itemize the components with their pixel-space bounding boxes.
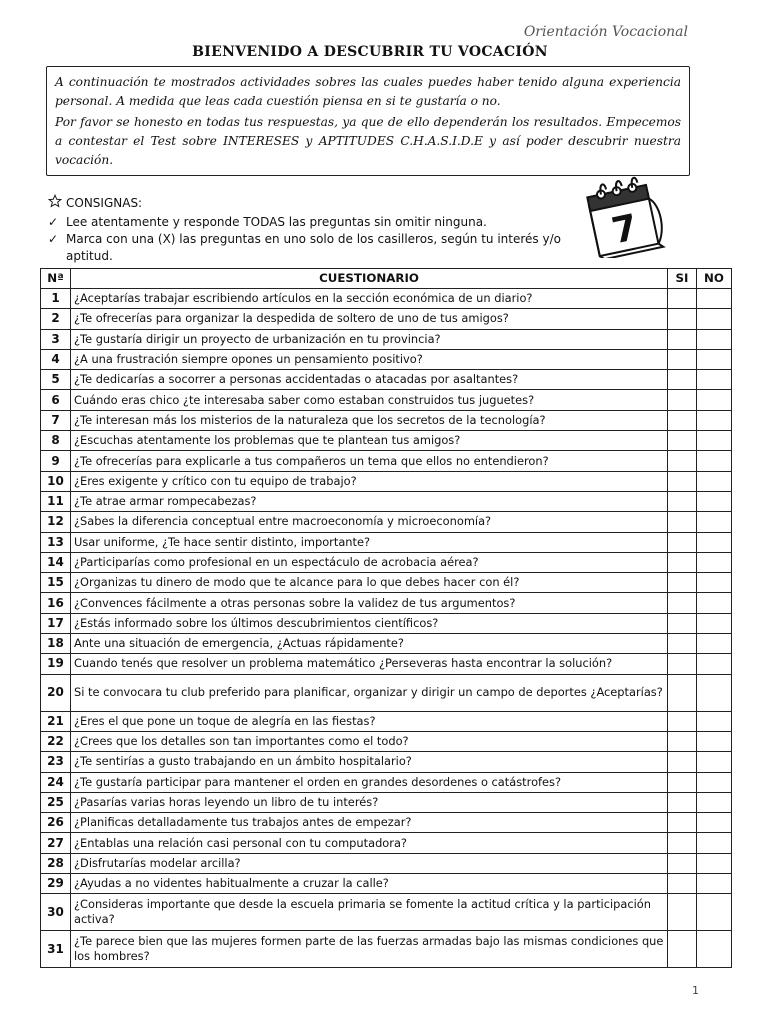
table-row	[41, 309, 732, 329]
answer-si-cell[interactable]	[668, 792, 697, 812]
table-row	[41, 471, 732, 491]
question-text: ¿Ayudas a no videntes habitualmente a cruzar la calle?	[71, 874, 668, 894]
answer-no-cell[interactable]	[697, 370, 732, 390]
answer-no-cell[interactable]	[697, 674, 732, 711]
table-row	[41, 731, 732, 751]
question-number: 7	[41, 410, 71, 430]
checkmark-icon: ✓	[48, 215, 59, 229]
question-text: ¿Aceptarías trabajar escribiendo artículos en la sección económica de un diario?	[71, 289, 668, 309]
question-number: 23	[41, 752, 71, 772]
answer-no-cell[interactable]	[697, 634, 732, 654]
question-number: 31	[41, 931, 71, 968]
question-number: 30	[41, 894, 71, 931]
answer-no-cell[interactable]	[697, 731, 732, 751]
questionnaire-body	[41, 289, 732, 968]
question-text: ¿Disfrutarías modelar arcilla?	[71, 853, 668, 873]
answer-si-cell[interactable]	[668, 931, 697, 968]
answer-no-cell[interactable]	[697, 349, 732, 369]
question-text: ¿Consideras importante que desde la escuela primaria se fomente la actitud crítica y la participación activa?	[71, 894, 668, 931]
table-row	[41, 289, 732, 309]
question-text: ¿Te ofrecerías para explicarle a tus compañeros un tema que ellos no entendieron?	[71, 451, 668, 471]
answer-no-cell[interactable]	[697, 289, 732, 309]
answer-si-cell[interactable]	[668, 752, 697, 772]
answer-si-cell[interactable]	[668, 573, 697, 593]
question-text: ¿Te dedicarías a socorrer a personas accidentadas o atacadas por asaltantes?	[71, 370, 668, 390]
answer-si-cell[interactable]	[668, 471, 697, 491]
question-number: 1	[41, 289, 71, 309]
question-text: Ante una situación de emergencia, ¿Actuas rápidamente?	[71, 634, 668, 654]
answer-si-cell[interactable]	[668, 451, 697, 471]
question-text: ¿Escuchas atentamente los problemas que te plantean tus amigos?	[71, 431, 668, 451]
table-row	[41, 874, 732, 894]
answer-no-cell[interactable]	[697, 792, 732, 812]
table-row	[41, 329, 732, 349]
answer-no-cell[interactable]	[697, 833, 732, 853]
answer-si-cell[interactable]	[668, 329, 697, 349]
question-text: ¿Te parece bien que las mujeres formen parte de las fuerzas armadas bajo las mismas condiciones que los hombres?	[71, 931, 668, 968]
answer-no-cell[interactable]	[697, 471, 732, 491]
answer-si-cell[interactable]	[668, 532, 697, 552]
question-number: 19	[41, 654, 71, 674]
intro-paragraph-1: A continuación te mostrados actividades sobres las cuales puedes haber tenido alguna experiencia personal. A medida que leas cada cuestión piensa en si te gustaría o no.	[55, 75, 681, 108]
question-text: ¿Crees que los detalles son tan importantes como el todo?	[71, 731, 668, 751]
answer-no-cell[interactable]	[697, 390, 732, 410]
answer-si-cell[interactable]	[668, 853, 697, 873]
question-number: 27	[41, 833, 71, 853]
question-number: 5	[41, 370, 71, 390]
table-row	[41, 390, 732, 410]
answer-si-cell[interactable]	[668, 711, 697, 731]
question-number: 17	[41, 613, 71, 633]
question-text: ¿Te sentirías a gusto trabajando en un ámbito hospitalario?	[71, 752, 668, 772]
table-row	[41, 752, 732, 772]
answer-no-cell[interactable]	[697, 309, 732, 329]
question-number: 20	[41, 674, 71, 711]
answer-si-cell[interactable]	[668, 289, 697, 309]
answer-si-cell[interactable]	[668, 894, 697, 931]
answer-si-cell[interactable]	[668, 349, 697, 369]
answer-no-cell[interactable]	[697, 451, 732, 471]
question-text: ¿Sabes la diferencia conceptual entre macroeconomía y microeconomía?	[71, 512, 668, 532]
answer-no-cell[interactable]	[697, 874, 732, 894]
answer-no-cell[interactable]	[697, 853, 732, 873]
instruction-item	[48, 231, 588, 265]
table-row	[41, 674, 732, 711]
table-row	[41, 894, 732, 931]
question-text: ¿Entablas una relación casi personal con tu computadora?	[71, 833, 668, 853]
questionnaire-table	[40, 268, 732, 968]
answer-si-cell[interactable]	[668, 512, 697, 532]
answer-si-cell[interactable]	[668, 491, 697, 511]
answer-si-cell[interactable]	[668, 874, 697, 894]
answer-si-cell[interactable]	[668, 309, 697, 329]
answer-no-cell[interactable]	[697, 613, 732, 633]
column-header-si: SI	[668, 269, 697, 289]
question-number: 6	[41, 390, 71, 410]
table-row	[41, 451, 732, 471]
table-row	[41, 634, 732, 654]
answer-si-cell[interactable]	[668, 613, 697, 633]
answer-no-cell[interactable]	[697, 711, 732, 731]
table-row	[41, 349, 732, 369]
question-number: 16	[41, 593, 71, 613]
question-number: 11	[41, 491, 71, 511]
question-number: 10	[41, 471, 71, 491]
answer-si-cell[interactable]	[668, 674, 697, 711]
table-row	[41, 654, 732, 674]
question-text: ¿Pasarías varias horas leyendo un libro de tu interés?	[71, 792, 668, 812]
table-row	[41, 512, 732, 532]
question-text: ¿Te gustaría dirigir un proyecto de urbanización en tu provincia?	[71, 329, 668, 349]
question-number: 28	[41, 853, 71, 873]
answer-no-cell[interactable]	[697, 410, 732, 430]
star-icon	[48, 194, 62, 213]
table-row	[41, 792, 732, 812]
answer-no-cell[interactable]	[697, 573, 732, 593]
question-number: 3	[41, 329, 71, 349]
question-text: Si te convocara tu club preferido para planificar, organizar y dirigir un campo de deportes ¿Aceptarías?	[71, 674, 668, 711]
table-row	[41, 410, 732, 430]
answer-no-cell[interactable]	[697, 931, 732, 968]
answer-no-cell[interactable]	[697, 772, 732, 792]
question-number: 21	[41, 711, 71, 731]
question-number: 9	[41, 451, 71, 471]
table-row	[41, 573, 732, 593]
question-text: ¿Planificas detalladamente tus trabajos antes de empezar?	[71, 813, 668, 833]
answer-no-cell[interactable]	[697, 894, 732, 931]
question-text: ¿A una frustración siempre opones un pensamiento positivo?	[71, 349, 668, 369]
table-row	[41, 813, 732, 833]
answer-si-cell[interactable]	[668, 390, 697, 410]
question-number: 2	[41, 309, 71, 329]
question-text: ¿Convences fácilmente a otras personas sobre la validez de tus argumentos?	[71, 593, 668, 613]
answer-no-cell[interactable]	[697, 752, 732, 772]
table-row	[41, 431, 732, 451]
answer-si-cell[interactable]	[668, 772, 697, 792]
answer-no-cell[interactable]	[697, 593, 732, 613]
page-title: BIENVENIDO A DESCUBRIR TU VOCACIÓN	[192, 44, 548, 60]
column-header-questionnaire: CUESTIONARIO	[71, 269, 668, 289]
question-text: ¿Eres el que pone un toque de alegría en las fiestas?	[71, 711, 668, 731]
table-row	[41, 552, 732, 572]
question-number: 12	[41, 512, 71, 532]
intro-paragraph-2: Por favor se honesto en todas tus respuestas, ya que de ello dependerán los resultados. Empecemos a contestar el Test sobre INTERESES y APTITUDES C.H.A.S.I.D.E y así poder descubrir nuestra vocación.	[55, 115, 681, 167]
question-text: ¿Te gustaría participar para mantener el orden en grandes desordenes o catástrofes?	[71, 772, 668, 792]
intro-box	[46, 66, 690, 176]
answer-no-cell[interactable]	[697, 552, 732, 572]
header-title: Orientación Vocacional	[523, 24, 688, 40]
instruction-text: Marca con una (X) las preguntas en uno solo de los casilleros, según tu interés y/o aptitud.	[66, 232, 561, 263]
question-number: 13	[41, 532, 71, 552]
question-number: 15	[41, 573, 71, 593]
question-text: ¿Organizas tu dinero de modo que te alcance para lo que debes hacer con él?	[71, 573, 668, 593]
answer-si-cell[interactable]	[668, 410, 697, 430]
page-number: 1	[692, 984, 699, 997]
answer-si-cell[interactable]	[668, 552, 697, 572]
question-text: Cuando tenés que resolver un problema matemático ¿Perseveras hasta encontrar la solución?	[71, 654, 668, 674]
table-row	[41, 370, 732, 390]
question-number: 25	[41, 792, 71, 812]
question-number: 29	[41, 874, 71, 894]
answer-si-cell[interactable]	[668, 634, 697, 654]
column-header-number: Nª	[41, 269, 71, 289]
checkmark-icon: ✓	[48, 232, 59, 246]
table-row	[41, 931, 732, 968]
column-header-no: NO	[697, 269, 732, 289]
instruction-text: Lee atentamente y responde TODAS las preguntas sin omitir ninguna.	[66, 215, 487, 229]
answer-no-cell[interactable]	[697, 431, 732, 451]
answer-si-cell[interactable]	[668, 593, 697, 613]
answer-si-cell[interactable]	[668, 833, 697, 853]
question-number: 8	[41, 431, 71, 451]
question-text: Cuándo eras chico ¿te interesaba saber como estaban construidos tus juguetes?	[71, 390, 668, 410]
question-number: 26	[41, 813, 71, 833]
question-number: 22	[41, 731, 71, 751]
table-row	[41, 853, 732, 873]
question-text: Usar uniforme, ¿Te hace sentir distinto, importante?	[71, 532, 668, 552]
question-number: 18	[41, 634, 71, 654]
calendar-day: 7	[608, 207, 642, 253]
question-text: ¿Eres exigente y crítico con tu equipo de trabajo?	[71, 471, 668, 491]
question-text: ¿Te interesan más los misterios de la naturaleza que los secretos de la tecnología?	[71, 410, 668, 430]
question-text: ¿Te ofrecerías para organizar la despedida de soltero de uno de tus amigos?	[71, 309, 668, 329]
question-number: 14	[41, 552, 71, 572]
table-row	[41, 772, 732, 792]
instructions-title-row	[48, 194, 588, 213]
table-row	[41, 491, 732, 511]
answer-si-cell[interactable]	[668, 654, 697, 674]
answer-no-cell[interactable]	[697, 512, 732, 532]
calendar-icon	[580, 168, 670, 258]
question-number: 4	[41, 349, 71, 369]
instruction-item	[48, 214, 588, 231]
table-row	[41, 593, 732, 613]
answer-no-cell[interactable]	[697, 654, 732, 674]
question-text: ¿Participarías como profesional en un espectáculo de acrobacia aérea?	[71, 552, 668, 572]
question-text: ¿Te atrae armar rompecabezas?	[71, 491, 668, 511]
table-row	[41, 532, 732, 552]
question-text: ¿Estás informado sobre los últimos descubrimientos científicos?	[71, 613, 668, 633]
instructions	[48, 194, 588, 265]
answer-no-cell[interactable]	[697, 532, 732, 552]
answer-si-cell[interactable]	[668, 731, 697, 751]
answer-si-cell[interactable]	[668, 370, 697, 390]
answer-no-cell[interactable]	[697, 329, 732, 349]
question-number: 24	[41, 772, 71, 792]
answer-si-cell[interactable]	[668, 431, 697, 451]
table-row	[41, 833, 732, 853]
table-row	[41, 711, 732, 731]
table-header-row	[41, 269, 732, 289]
answer-si-cell[interactable]	[668, 813, 697, 833]
table-row	[41, 613, 732, 633]
answer-no-cell[interactable]	[697, 813, 732, 833]
instructions-title: CONSIGNAS:	[66, 196, 143, 210]
answer-no-cell[interactable]	[697, 491, 732, 511]
